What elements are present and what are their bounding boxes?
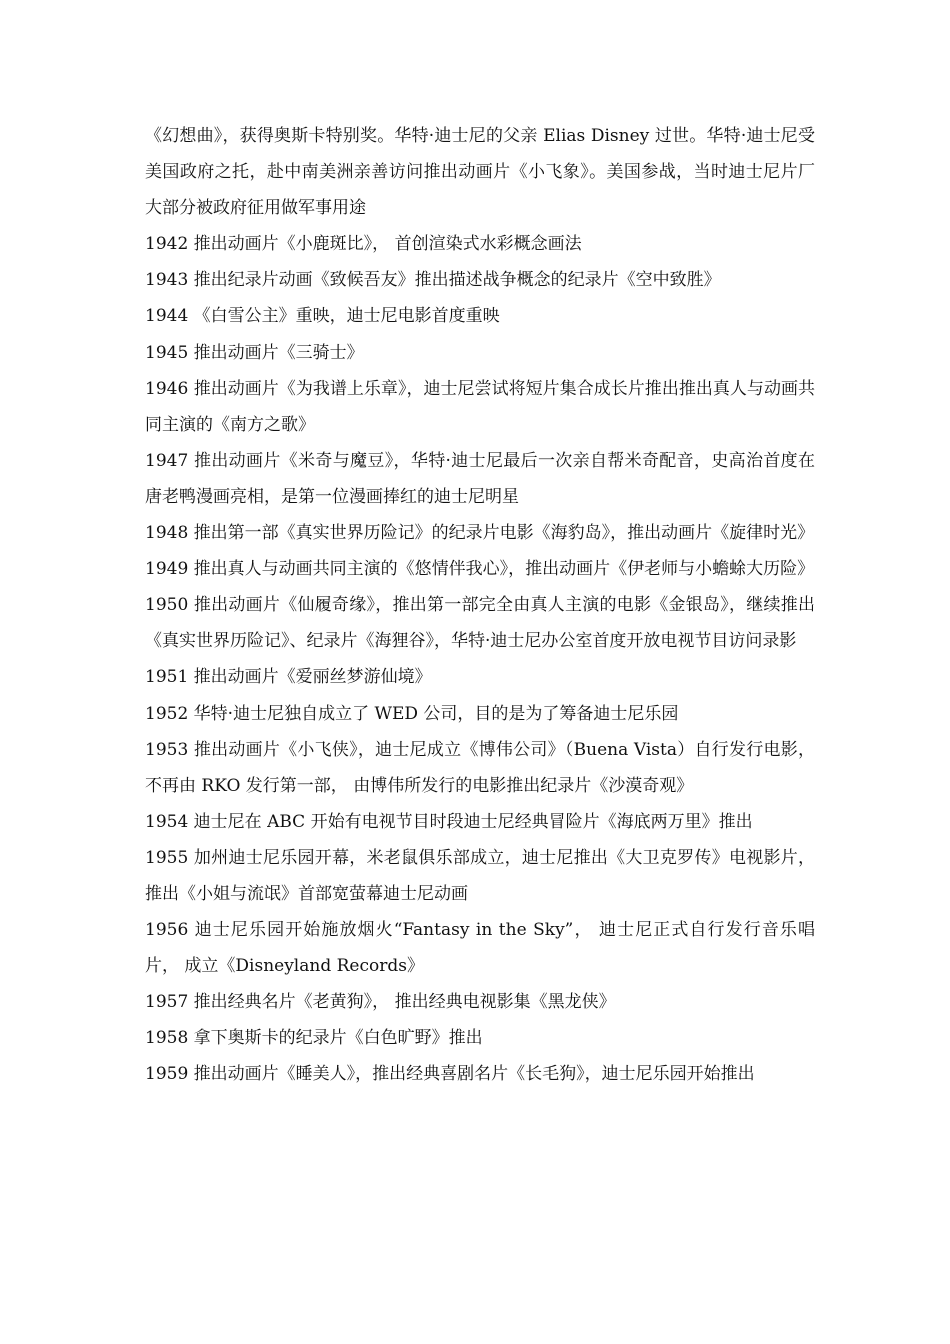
paragraph: 1948 推出第一部《真实世界历险记》的纪录片电影《海豹岛》，推出动画片《旋律时光》 — [145, 523, 815, 544]
paragraph: 1959 推出动画片《睡美人》，推出经典喜剧名片《长毛狗》，迪士尼乐园开始推出 — [145, 1064, 755, 1085]
paragraph: 1945 推出动画片《三骑士》 — [145, 342, 364, 363]
paragraph: 1955 加州迪士尼乐园开幕，米老鼠俱乐部成立，迪士尼推出《大卫克罗传》电视影片， 推出《小姐与流氓》首部宽萤幕迪士尼动画 — [145, 847, 815, 904]
paragraph: 1944 《白雪公主》重映，迪士尼电影首度重映 — [145, 306, 500, 327]
paragraph: 1946 推出动画片《为我谱上乐章》，迪士尼尝试将短片集合成长片推出推出真人与动画共同主演的《南方之歌》 — [145, 378, 815, 435]
paragraph: 1958 拿下奥斯卡的纪录片《白色旷野》推出 — [145, 1028, 483, 1049]
paragraph: 1949 推出真人与动画共同主演的《悠情伴我心》，推出动画片《伊老师与小蟾蜍大历险》 — [145, 559, 815, 580]
paragraph: 1957 推出经典名片《老黄狗》， 推出经典电视影集《黑龙侠》 — [145, 992, 616, 1013]
paragraph: 1947 推出动画片《米奇与魔豆》，华特·迪士尼最后一次亲自帮米奇配音，史高治首度在唐老鸭漫画亮相，是第一位漫画捧红的迪士尼明星 — [145, 450, 815, 507]
paragraph: 1943 推出纪录片动画《致候吾友》推出描述战争概念的纪录片《空中致胜》 — [145, 270, 721, 291]
paragraph: 1953 推出动画片《小飞侠》，迪士尼成立《博伟公司》（Buena Vista）自行发行电影，不再由 RKO 发行第一部， 由博伟所发行的电影推出纪录片《沙漠奇观》 — [145, 739, 815, 796]
paragraph: 1954 迪士尼在 ABC 开始有电视节目时段迪士尼经典冒险片《海底两万里》推出 — [145, 811, 753, 832]
paragraph: 1951 推出动画片《爱丽丝梦游仙境》 — [145, 667, 432, 688]
paragraph: 1956 迪士尼乐园开始施放烟火“Fantasy in the Sky”， 迪士尼正式自行发行音乐唱片， 成立《Disneyland Records》 — [145, 920, 815, 977]
paragraph: 1950 推出动画片《仙履奇缘》，推出第一部完全由真人主演的电影《金银岛》，继续推出《真实世界历险记》、纪录片《海狸谷》，华特·迪士尼办公室首度开放电视节目访问录影 — [145, 595, 815, 652]
paragraph: 1942 推出动画片《小鹿斑比》， 首创渲染式水彩概念画法 — [145, 234, 582, 255]
paragraph: 1952 华特·迪士尼独自成立了 WED 公司，目的是为了筹备迪士尼乐园 — [145, 703, 679, 724]
paragraph: 《幻想曲》，获得奥斯卡特别奖。华特·迪士尼的父亲 Elias Disney 过世。华特·迪士尼受美国政府之托，赴中南美洲亲善访问推出动画片《小飞象》。美国参战，当时迪士尼片厂大部分被政府征用做军事用途 — [145, 126, 815, 219]
document-body — [145, 118, 815, 1093]
